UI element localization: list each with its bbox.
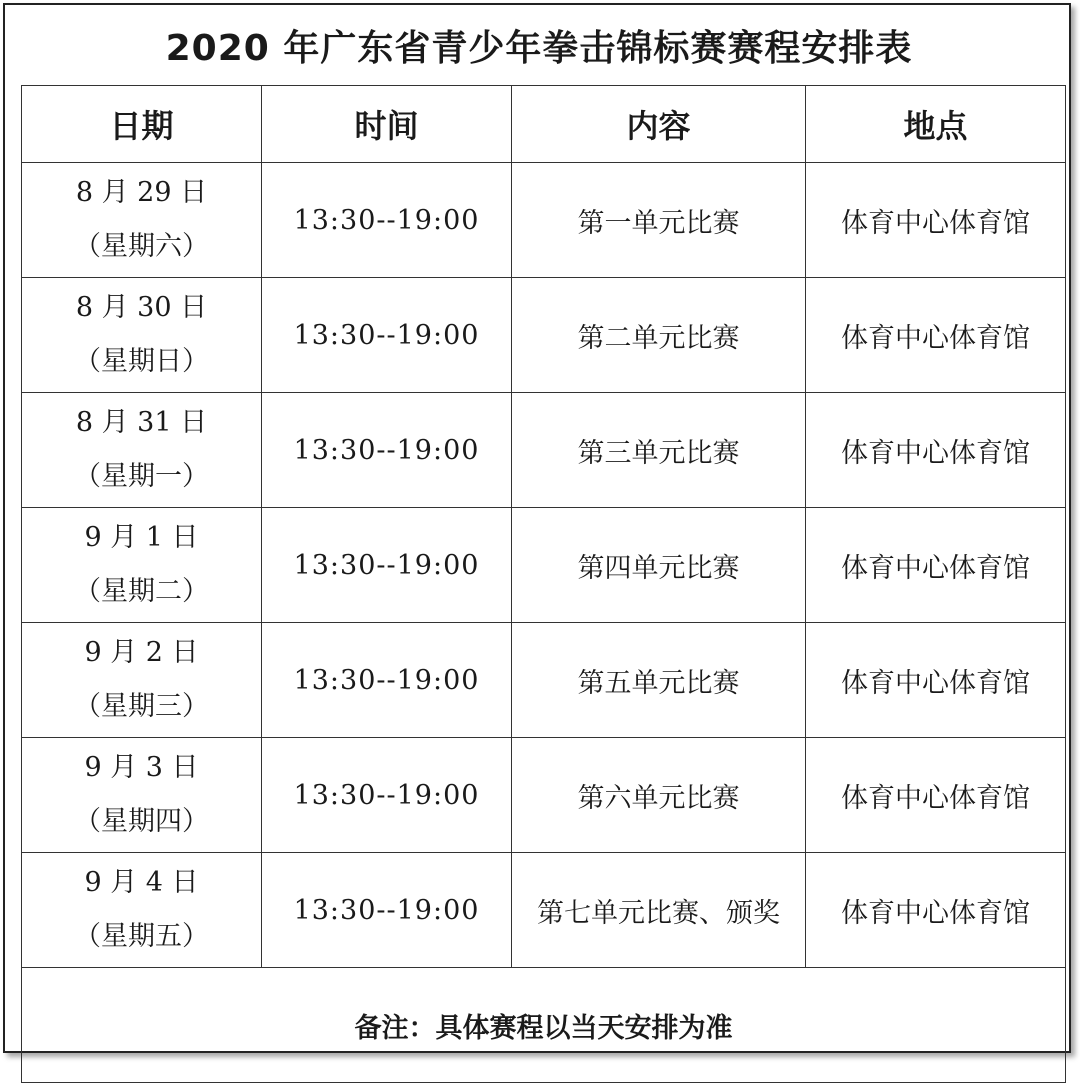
weekday-text: （星期六）	[74, 231, 209, 262]
time-cell: 13:30--19:00	[262, 508, 512, 623]
date-text: 8 月 29 日	[75, 177, 208, 208]
document-title: 2020 年广东省青少年拳击锦标赛赛程安排表	[165, 27, 913, 69]
weekday-text: （星期二）	[74, 576, 209, 607]
weekday-text: （星期日）	[74, 346, 209, 377]
date-text: 9 月 2 日	[84, 637, 199, 668]
time-cell: 13:30--19:00	[262, 163, 512, 278]
date-cell	[22, 278, 262, 393]
table-row	[22, 278, 1066, 393]
location-cell: 体育中心体育馆	[806, 738, 1066, 853]
date-text: 8 月 31 日	[75, 407, 208, 438]
location-cell: 体育中心体育馆	[806, 508, 1066, 623]
table-row	[22, 853, 1066, 968]
location-cell: 体育中心体育馆	[806, 163, 1066, 278]
time-cell: 13:30--19:00	[262, 853, 512, 968]
date-cell	[22, 393, 262, 508]
location-cell: 体育中心体育馆	[806, 278, 1066, 393]
header-location: 地点	[806, 86, 1066, 163]
time-cell: 13:30--19:00	[262, 738, 512, 853]
content-cell: 第六单元比赛	[512, 738, 806, 853]
content-cell: 第四单元比赛	[512, 508, 806, 623]
location-cell: 体育中心体育馆	[806, 393, 1066, 508]
table-row	[22, 508, 1066, 623]
date-cell	[22, 853, 262, 968]
table-header-row	[22, 86, 1066, 163]
date-text: 9 月 3 日	[84, 752, 199, 783]
date-cell	[22, 508, 262, 623]
time-cell: 13:30--19:00	[262, 623, 512, 738]
weekday-text: （星期四）	[74, 806, 209, 837]
weekday-text: （星期一）	[74, 461, 209, 492]
date-cell	[22, 623, 262, 738]
content-cell: 第二单元比赛	[512, 278, 806, 393]
table-row	[22, 738, 1066, 853]
content-cell: 第一单元比赛	[512, 163, 806, 278]
weekday-text: （星期三）	[74, 691, 209, 722]
time-cell: 13:30--19:00	[262, 393, 512, 508]
table-row	[22, 163, 1066, 278]
date-text: 9 月 1 日	[84, 522, 199, 553]
schedule-document	[3, 3, 1071, 1053]
weekday-text: （星期五）	[74, 921, 209, 952]
table-row	[22, 623, 1066, 738]
date-text: 9 月 4 日	[84, 867, 199, 898]
content-cell: 第五单元比赛	[512, 623, 806, 738]
content-cell: 第七单元比赛、颁奖	[512, 853, 806, 968]
schedule-table	[21, 85, 1066, 1083]
header-date: 日期	[22, 86, 262, 163]
note-text: 备注：具体赛程以当天安排为准	[22, 968, 1066, 1083]
header-content: 内容	[512, 86, 806, 163]
header-time: 时间	[262, 86, 512, 163]
content-cell: 第三单元比赛	[512, 393, 806, 508]
table-row	[22, 393, 1066, 508]
date-cell	[22, 738, 262, 853]
location-cell: 体育中心体育馆	[806, 853, 1066, 968]
time-cell: 13:30--19:00	[262, 278, 512, 393]
date-text: 8 月 30 日	[75, 292, 208, 323]
date-cell	[22, 163, 262, 278]
location-cell: 体育中心体育馆	[806, 623, 1066, 738]
note-row	[22, 968, 1066, 1083]
